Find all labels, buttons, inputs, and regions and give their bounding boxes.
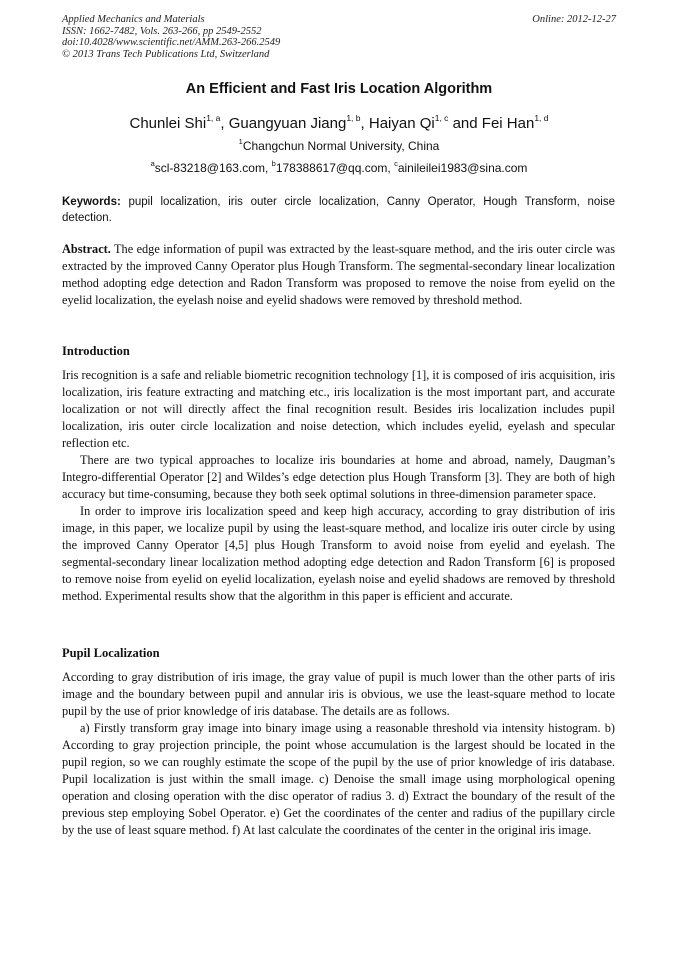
doi-line: doi:10.4028/www.scientific.net/AMM.263-266.2549 [62,37,281,49]
abstract-text: The edge information of pupil was extracted by the least-square method, and the iris outer circle was extracted by the improved Canny Operator plus Hough Transform. The segmental-secondary linear localization method adopting edge detection and Radon Transform was proposed to remove the noise from eyelid on the eyelid localization, the eyelash noise and eyelid shadows were removed by threshold method. [62,242,615,307]
paragraph: According to gray distribution of iris image, the gray value of pupil is much lower than the other parts of iris image and the boundary between pupil and annular iris is obvious, we use the least-square method to locate pupil by the use of prior knowledge of iris database. The details are as follows. [62,670,615,718]
abstract [62,241,615,309]
keywords [62,195,615,226]
author-sup: 1, c [434,113,449,123]
section-heading-pupil-localization: Pupil Localization [62,646,160,660]
paper-title: An Efficient and Fast Iris Location Algorithm [185,81,493,97]
author-sep: , [220,115,229,132]
affiliation-sup: 1 [238,137,243,146]
email-address: scl-83218@163.com, [154,161,272,175]
author-list [0,113,678,132]
email-address: ainileilei1983@sina.com [397,161,528,175]
email-address: 178388617@qq.com, [275,161,395,175]
paragraph: There are two typical approaches to localize iris boundaries at home and abroad, namely, Daugman’s Integro-differential Operator [2] and Wildes’s edge detection plus Hough Transform [3]. They are both of high accuracy but time-consuming, because they both seek optimal solutions in three-dimension parameter space. [62,453,615,501]
affiliation-text: Changchun Normal University, China [242,139,440,153]
author-name: Guangyuan Jiang [228,115,347,132]
author-name: Fei Han [481,115,535,132]
paragraph: In order to improve iris localization speed and keep high accuracy, according to gray distribution of iris image, in this paper, we localize pupil by using the least-square method, and localize iris outer circle by using the improved Canny Operator [4,5] plus Hough Transform to avoid noise from eyelid and eyelash. The segmental-secondary linear localization method adopting edge detection and Radon Transform [6] is proposed to remove noise from eyelid on eyelid localization, eyelash noise and eyelid shadows are removed by threshold method. Experimental results show that the algorithm in this paper is efficient and accurate. [62,504,615,603]
journal-name: Applied Mechanics and Materials [62,14,205,25]
author-sep: and [448,115,482,132]
email-list [0,159,678,175]
author-name: Haiyan Qi [368,115,435,132]
email-sup: a [150,159,155,168]
affiliation [0,137,678,153]
author-sup: 1, a [206,113,221,123]
abstract-label: Abstract. [62,242,111,256]
online-date: Online: 2012-12-27 [532,14,616,25]
paragraph: Iris recognition is a safe and reliable biometric recognition technology [1], it is composed of iris acquisition, iris localization, iris feature extracting and matching etc., iris localization is the most important part, and accurate localization or not will directly affect the final recognition result. Besides iris localization includes pupil localization, iris outer circle localization and noise detection, which includes eyelid, eyelash and specular reflection etc. [62,368,615,450]
author-sup: 1, d [534,113,549,123]
paragraph: a) Firstly transform gray image into binary image using a reasonable threshold via intensity histogram. b) According to gray projection principle, the point whose accumulation is the largest should be located in the pupil region, so we can roughly estimate the scope of the pupil by the use of prior knowledge of iris database. Pupil localization is just within the small image. c) Denoise the small image using morphological opening operation and closing operation with the disc operator of radius 3. d) Extract the boundary of the result of the previous step employing Sobel Operator. e) Get the coordinates of the center and radius of the pupillary circle by the use of least square method. f) At last calculate the coordinates of the center in the original iris image. [62,721,615,837]
keywords-text: pupil localization, iris outer circle localization, Canny Operator, Hough Transform, noise detection. [62,196,615,224]
author-name: Chunlei Shi [129,115,207,132]
keywords-label: Keywords: [62,196,121,208]
email-sup: c [394,159,398,168]
email-sup: b [271,159,276,168]
section-heading-introduction: Introduction [62,344,130,358]
copyright-line: © 2013 Trans Tech Publications Ltd, Switzerland [62,48,270,60]
issn-line: ISSN: 1662-7482, Vols. 263-266, pp 2549-2552 [62,25,262,37]
introduction-body [62,367,615,605]
pupil-localization-body [62,669,615,839]
author-sup: 1, b [346,113,361,123]
author-sep: , [360,115,369,132]
journal-header [62,14,280,60]
